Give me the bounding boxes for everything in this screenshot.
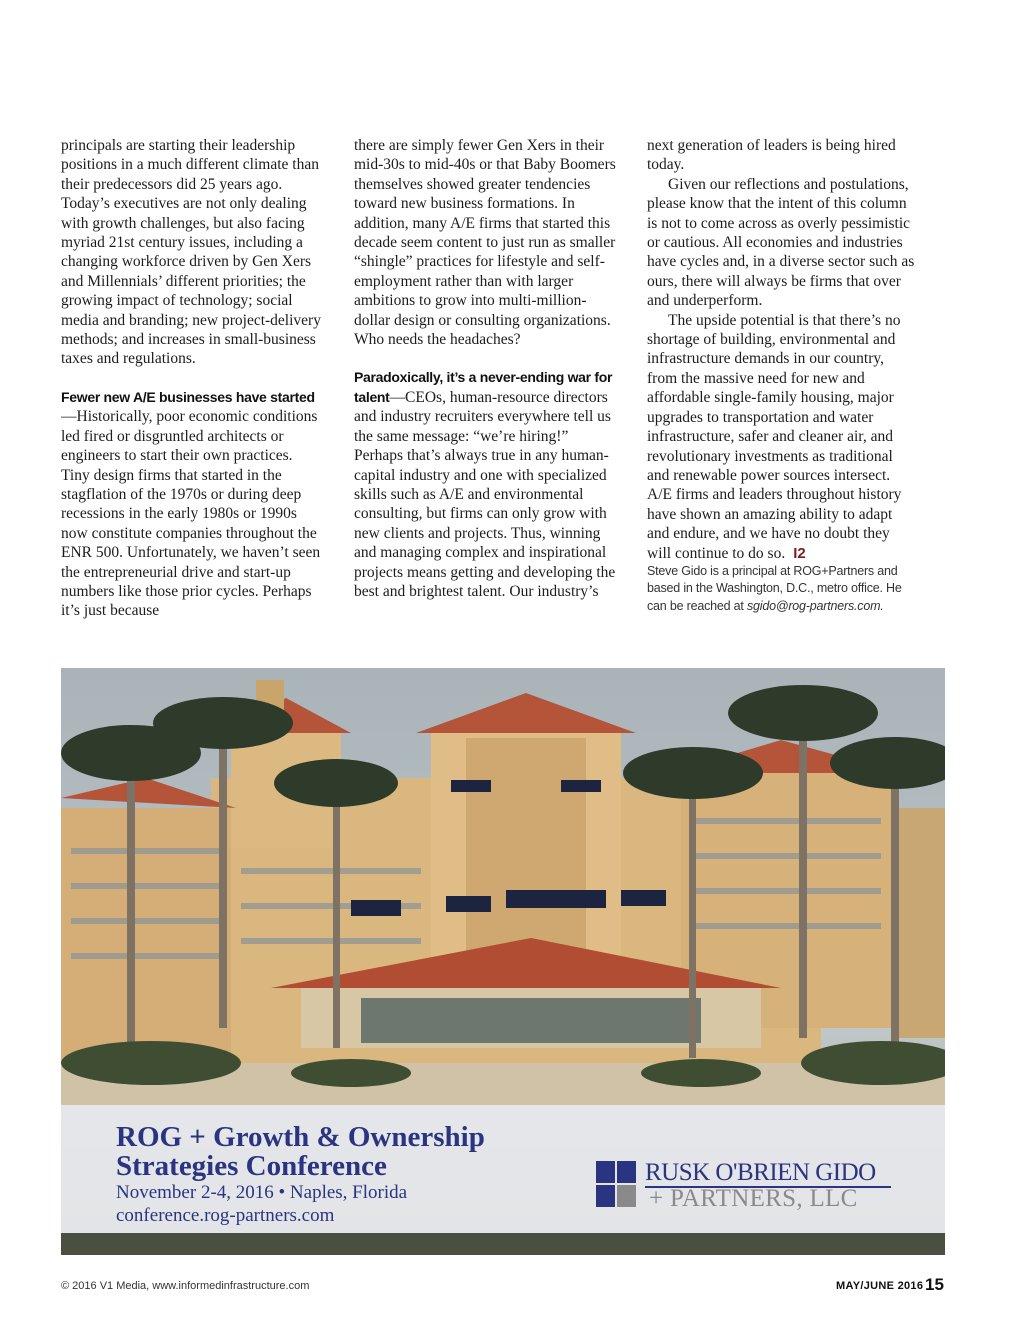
conference-date-location: November 2-4, 2016 • Naples, Florida [116, 1182, 408, 1203]
footer-issue: MAY/JUNE 2016 [836, 1280, 924, 1292]
ad-banner [61, 1105, 945, 1233]
paragraph-text: —Historically, poor economic conditions led fired or disgruntled architects or engineers to start their own practices. Tiny design firms that started in the stagflation of the 1970s or during deep recessions in the early 1980s or 1990s now constitute companies throughout the ENR 500. Unfortunately, we haven’t seen the entrepreneurial drive and start-up numbers like those prior cycles. Perhaps it’s just because [61, 408, 321, 620]
paragraph [647, 311, 917, 563]
end-mark-icon: I2 [793, 544, 806, 562]
article-column-1 [61, 136, 323, 621]
author-bio [647, 563, 917, 616]
subhead: Paradoxically, it’s a never-ending war for talent [354, 369, 613, 405]
conference-ad[interactable] [61, 668, 945, 1255]
hotel-photo [61, 668, 945, 1108]
paragraph: next generation of leaders is being hired today. [647, 137, 896, 174]
subhead: Fewer new A/E businesses have started [61, 388, 315, 405]
page-number: 15 [925, 1275, 944, 1294]
bio-text: Steve Gido is a principal at ROG+Partners and based in the Washington, D.C., metro office. He can be reached at [647, 563, 902, 613]
logo-name: RUSK O'BRIEN GIDO [645, 1159, 876, 1186]
logo-squares-icon [596, 1161, 636, 1207]
footer-copyright: © 2016 V1 Media, www.informedinfrastructure.com [61, 1280, 310, 1292]
article-column-2 [354, 136, 620, 601]
paragraph [61, 388, 323, 621]
article-column-3 [647, 136, 917, 615]
conference-url-link[interactable]: conference.rog-partners.com [116, 1205, 335, 1226]
conference-title-line: Strategies Conference [116, 1150, 387, 1182]
rog-logo [596, 1161, 916, 1211]
bio-email-link[interactable]: sgido@rog-partners.com. [746, 598, 884, 613]
paragraph: principals are starting their leadership positions in a much different climate than their predecessors did 25 years ago. Today’s executives are not only dealing with growth challenges, but also facing myriad 21st century issues, including a changing workforce driven by Gen Xers and Millennials’ different priorities; the growing impact of technology; social media and branding; new project-delivery methods; and increases in small-business taxes and regulations. [61, 137, 321, 368]
paragraph: there are simply fewer Gen Xers in their mid-30s to mid-40s or that Baby Boomers themselves showed greater tendencies toward new business formations. In addition, many A/E firms that started this decade seem content to just run as smaller “shingle” practices for lifestyle and self-employment rather than with larger ambitions to grow into multi-million-dollar design or consulting organizations. Who needs the headaches? [354, 137, 616, 349]
logo-suffix: + PARTNERS, LLC [649, 1185, 858, 1212]
ad-bottom-strip [61, 1233, 945, 1255]
conference-title [116, 1123, 485, 1181]
conference-title-line: ROG + Growth & Ownership [116, 1121, 485, 1153]
paragraph: Given our reflections and postulations, please know that the intent of this column is not to come across as overly pessimistic or cautious. All economies and industries have cycles and, in a diverse sector such as ours, there will always be firms that over and underperform. [647, 175, 915, 310]
paragraph [354, 368, 620, 601]
paragraph-text: —CEOs, human-resource directors and industry recruiters everywhere tell us the same message: “we’re hiring!” Perhaps that’s always true in any human-capital industry and one with specialized skills such as A/E and environmental consulting, but firms can only grow with new clients and projects. Thus, winning and managing complex and inspirational projects means getting and developing the best and brightest talent. Our industry’s [354, 388, 616, 600]
paragraph-text: The upside potential is that there’s no shortage of building, environmental and infrastructure demands in our country, from the massive need for new and affordable single-family housing, major upgrades to transportation and water infrastructure, safer and cleaner air, and revolutionary investments as traditional and renewable power sources intersect. A/E firms and leaders throughout history have shown an amazing ability to adapt and endure, and we have no doubt they will continue to do so. [647, 311, 902, 562]
